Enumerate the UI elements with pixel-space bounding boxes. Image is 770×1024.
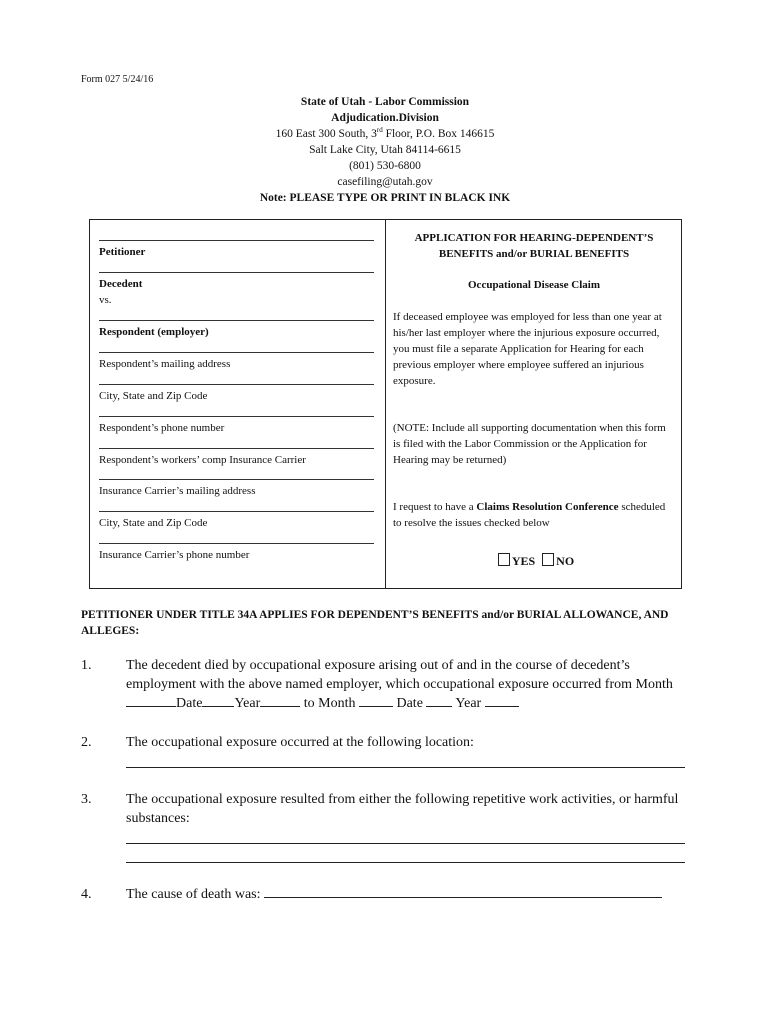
date-from-blank[interactable] [202, 694, 234, 707]
vs-label: vs. [99, 294, 112, 306]
claim-type-label: Occupational Disease Claim [468, 279, 600, 291]
field-line [99, 352, 374, 353]
field-line [99, 272, 374, 273]
title-line-2: BENEFITS and/or BURIAL BENEFITS [438, 248, 630, 260]
respondent-city-field[interactable] [99, 384, 374, 402]
yes-no-choice [393, 553, 675, 569]
field-line [99, 240, 374, 241]
documentation-note: (NOTE: Include all supporting documentation when this form is filed with the Labor Commission or the Application for Hearing may be returned) [393, 422, 666, 466]
month-from-blank[interactable] [126, 694, 176, 707]
application-title [393, 230, 675, 262]
date-label: Date [176, 696, 203, 711]
field-label: Respondent’s phone number [99, 422, 225, 434]
item-number: 1. [81, 658, 92, 673]
field-label: Respondent (employer) [99, 326, 209, 338]
address-part-2: Floor, P.O. Box 146615 [382, 128, 495, 140]
field-line [99, 384, 374, 385]
year-from-blank[interactable] [260, 694, 300, 707]
title-line-1: APPLICATION FOR HEARING-DEPENDENT’S [414, 232, 654, 244]
agency-phone: (801) 530-6800 [349, 160, 421, 172]
request-text-1: I request to have a [393, 501, 477, 513]
box-divider [385, 220, 386, 588]
field-label: Respondent’s mailing address [99, 358, 231, 370]
field-line [99, 448, 374, 449]
activities-answer-line-1[interactable] [126, 843, 685, 844]
respondent-field[interactable] [99, 320, 374, 338]
carrier-phone-field[interactable] [99, 543, 374, 561]
field-line [99, 543, 374, 544]
conference-request [393, 499, 675, 531]
field-line [99, 416, 374, 417]
employment-instructions: If deceased employee was employed for less than one year at his/her last employer where the injurious exposure occurred, you must file a separate Application for Hearing for each previous employer where employee suffered an injurious exposure. [393, 311, 662, 387]
field-label: Insurance Carrier’s mailing address [99, 485, 256, 497]
agency-email: casefiling@utah.gov [337, 176, 433, 188]
item-text: The occupational exposure occurred at the following location: [126, 735, 474, 750]
date-to-blank[interactable] [426, 694, 452, 707]
item-text [126, 656, 691, 713]
item-4-text: The cause of death was: [126, 887, 264, 902]
cause-of-death-blank[interactable] [264, 885, 662, 898]
request-bold: Claims Resolution Conference [476, 501, 619, 513]
request-text-2: scheduled to resolve the issues checked below [393, 501, 666, 529]
location-answer-line[interactable] [126, 767, 685, 768]
caption-box [89, 219, 682, 589]
item-1-text: The decedent died by occupational exposure arising out of and in the course of decedent’s employment with the above named employer, which occupational exposure occurred from Month [126, 658, 673, 692]
no-checkbox[interactable] [542, 553, 554, 566]
field-label: Insurance Carrier’s phone number [99, 549, 250, 561]
field-label: City, State and Zip Code [99, 517, 208, 529]
year-label-2: Year [452, 696, 485, 711]
ink-note: Note: PLEASE TYPE OR PRINT IN BLACK INK [259, 192, 511, 204]
claim-type [393, 277, 675, 293]
address-part-1: 160 East 300 South, 3 [275, 128, 377, 140]
item-number: 2. [81, 735, 92, 750]
year-label: Year [234, 696, 261, 711]
field-label: Respondent’s workers’ comp Insurance Carrier [99, 454, 306, 466]
yes-checkbox[interactable] [498, 553, 510, 566]
item-text: The occupational exposure resulted from either the following repetitive work activities, or harmful substances: [126, 792, 679, 826]
carrier-address-field[interactable] [99, 479, 374, 497]
yes-label: YES [511, 554, 536, 568]
respondent-phone-field[interactable] [99, 416, 374, 434]
year-to-blank[interactable] [485, 694, 519, 707]
carrier-city-field[interactable] [99, 511, 374, 529]
decedent-field[interactable] [99, 272, 374, 290]
agency-city: Salt Lake City, Utah 84114-6615 [309, 144, 461, 156]
address-superscript: rd [376, 126, 383, 135]
month-to-blank[interactable] [359, 694, 393, 707]
item-number: 4. [81, 887, 92, 902]
respondent-address-field[interactable] [99, 352, 374, 370]
item-text [126, 885, 691, 904]
form-header [0, 94, 770, 206]
petitioner-field[interactable] [99, 240, 374, 258]
form-number: Form 027 5/24/16 [81, 74, 154, 85]
field-label: City, State and Zip Code [99, 390, 208, 402]
agency-address [0, 126, 770, 142]
item-number: 3. [81, 792, 92, 807]
division-name: Adjudication.Division [331, 112, 439, 124]
activities-answer-line-2[interactable] [126, 862, 685, 863]
field-label: Decedent [99, 278, 143, 290]
allegation-heading: PETITIONER UNDER TITLE 34A APPLIES FOR DEPENDENT’S BENEFITS and/or BURIAL ALLOWANCE, AND ALLEGES: [81, 609, 669, 637]
field-label: Petitioner [99, 246, 146, 258]
agency-name: State of Utah - Labor Commission [300, 96, 470, 108]
field-line [99, 511, 374, 512]
to-month-label: to Month [300, 696, 359, 711]
insurance-carrier-field[interactable] [99, 448, 374, 466]
date-label-2: Date [392, 696, 427, 711]
field-line [99, 320, 374, 321]
no-label: NO [556, 554, 575, 568]
field-line [99, 479, 374, 480]
